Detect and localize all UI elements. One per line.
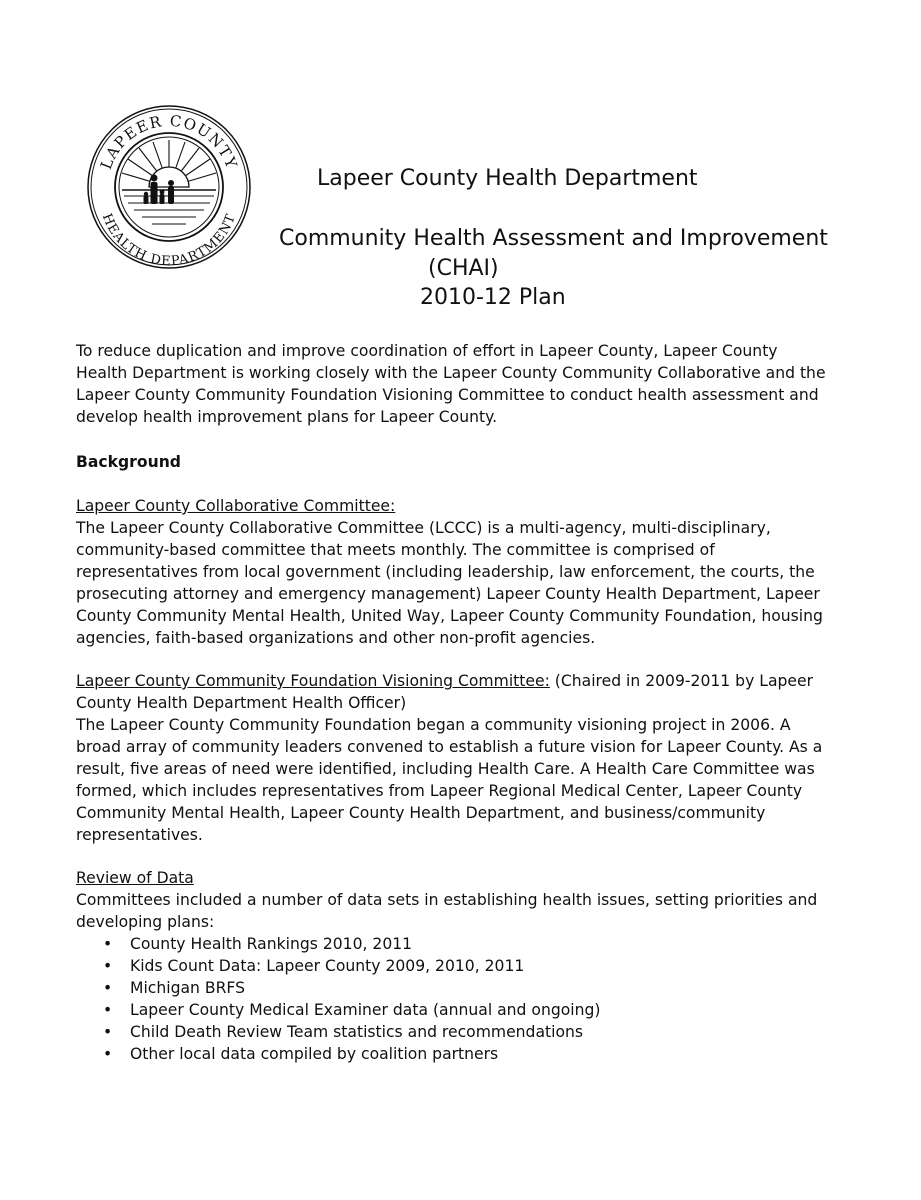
bullet-icon: • [103, 957, 113, 975]
background-heading: Background [76, 453, 181, 471]
intro-line: Health Department is working closely with the Lapeer County Community Collaborative and the [76, 364, 826, 382]
review-section [76, 867, 856, 1065]
bullet-icon: • [103, 1023, 113, 1041]
intro-line: To reduce duplication and improve coordination of effort in Lapeer County, Lapeer County [76, 342, 778, 360]
visioning-line: result, five areas of need were identified, including Health Care. A Health Care Committee was [76, 760, 815, 778]
intro-line: develop health improvement plans for Lapeer County. [76, 408, 498, 426]
bullet-icon: • [103, 1045, 113, 1063]
visioning-heading-note: (Chaired in 2009-2011 by Lapeer [549, 672, 813, 690]
list-item: • Other local data compiled by coalition partners [103, 1045, 499, 1063]
visioning-line: representatives. [76, 826, 203, 844]
collaborative-line: community-based committee that meets monthly. The committee is comprised of [76, 541, 715, 559]
list-item: • Michigan BRFS [103, 979, 245, 997]
collaborative-line: representatives from local government (including leadership, law enforcement, the courts, the [76, 563, 815, 581]
collaborative-heading: Lapeer County Collaborative Committee: [76, 497, 396, 515]
bullet-icon: • [103, 979, 113, 997]
collaborative-line: agencies, faith-based organizations and other non-profit agencies. [76, 629, 596, 647]
document-acronym: (CHAI) [428, 256, 499, 281]
list-item: • Kids Count Data: Lapeer County 2009, 2010, 2011 [103, 957, 525, 975]
visioning-line: formed, which includes representatives from Lapeer Regional Medical Center, Lapeer County [76, 782, 803, 800]
seal-bottom-text: HEALTH DEPARTMENT [98, 211, 240, 270]
intro-paragraph [76, 340, 856, 428]
collaborative-line: The Lapeer County Collaborative Committee (LCCC) is a multi-agency, multi-disciplinary, [76, 519, 771, 537]
bullet-icon: • [103, 935, 113, 953]
collaborative-section [76, 495, 856, 649]
county-seal-logo [86, 104, 252, 270]
organization-name: Lapeer County Health Department [317, 166, 698, 191]
document-plan-years: 2010-12 Plan [420, 285, 566, 310]
document-title: Community Health Assessment and Improvement [279, 226, 828, 251]
visioning-section [76, 670, 856, 846]
visioning-line: County Health Department Health Officer) [76, 694, 407, 712]
review-line: Committees included a number of data sets in establishing health issues, setting priorities and [76, 891, 818, 909]
visioning-line: Community Mental Health, Lapeer County Health Department, and business/community [76, 804, 766, 822]
list-item: • County Health Rankings 2010, 2011 [103, 935, 413, 953]
collaborative-line: prosecuting attorney and emergency management) Lapeer County Health Department, Lapeer [76, 585, 820, 603]
list-item: • Child Death Review Team statistics and recommendations [103, 1023, 584, 1041]
intro-line: Lapeer County Community Foundation Visioning Committee to conduct health assessment and [76, 386, 819, 404]
list-item: • Lapeer County Medical Examiner data (annual and ongoing) [103, 1001, 601, 1019]
seal-top-text: LAPEER COUNTY [96, 111, 242, 172]
review-heading: Review of Data [76, 869, 194, 887]
visioning-line: The Lapeer County Community Foundation began a community visioning project in 2006. A [76, 716, 791, 734]
review-line: developing plans: [76, 913, 215, 931]
visioning-heading: Lapeer County Community Foundation Visioning Committee: [76, 672, 550, 690]
data-sources-list [76, 933, 856, 1065]
visioning-line: broad array of community leaders convened to establish a future vision for Lapeer County. As a [76, 738, 823, 756]
collaborative-line: County Community Mental Health, United Way, Lapeer County Community Foundation, housing [76, 607, 823, 625]
bullet-icon: • [103, 1001, 113, 1019]
